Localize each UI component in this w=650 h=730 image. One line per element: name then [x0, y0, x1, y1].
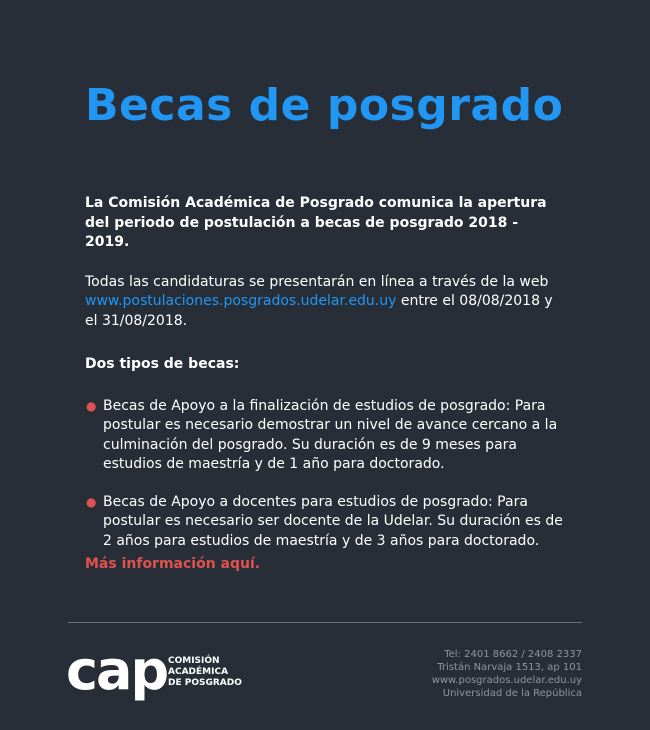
contact-website[interactable]: www.posgrados.udelar.edu.uy [431, 675, 582, 686]
contact-university: Universidad de la República [442, 688, 582, 699]
contact-address: Tristán Narvaja 1513, ap 101 [437, 662, 582, 673]
list-item [85, 397, 565, 475]
logo-subtitle-line: COMISIÓN [168, 656, 220, 666]
logo-subtitle-line: ACADÉMICA [168, 667, 229, 677]
cap-logo: cap [66, 639, 168, 702]
applications-paragraph [85, 273, 565, 332]
list-item-text: Becas de Apoyo a docentes para estudios de posgrado: Para postular es necesario ser docente de la Udelar. Su duración es de 2 años para estudios de maestría y de 3 años para doctorado. [103, 493, 563, 549]
types-heading: Dos tipos de becas: [85, 356, 240, 372]
bullet-icon: ● [86, 398, 97, 413]
main-content [85, 194, 565, 569]
types-list [85, 397, 565, 552]
contact-phone: Tel: 2401 8662 / 2408 2337 [444, 649, 582, 660]
intro-paragraph: La Comisión Académica de Posgrado comunica la apertura del periodo de postulación a becas de posgrado 2018 - 2019. [85, 195, 547, 250]
footer-divider [68, 622, 582, 623]
applications-text-after: entre el 08/08/2018 y el 31/08/2018. [85, 293, 553, 329]
contact-info [432, 648, 582, 700]
list-item [85, 493, 565, 552]
postulaciones-link[interactable]: www.postulaciones.posgrados.udelar.edu.uy [85, 293, 397, 309]
more-info-link[interactable]: Más información aquí. [85, 556, 261, 572]
logo-subtitle-line: DE POSGRADO [168, 678, 242, 688]
bullet-icon: ● [86, 494, 97, 509]
list-item-text: Becas de Apoyo a la finalización de estudios de posgrado: Para postular es necesario demostrar un nivel de avance cercano a la culminación del posgrado. Su duración es de 9 meses para estudios de maestría y de 1 año para doctorado. [103, 397, 558, 472]
logo-subtitle [168, 656, 242, 689]
applications-text-before: Todas las candidaturas se presentarán en línea a través de la web [85, 273, 549, 290]
page-title: Becas de posgrado [85, 80, 564, 131]
